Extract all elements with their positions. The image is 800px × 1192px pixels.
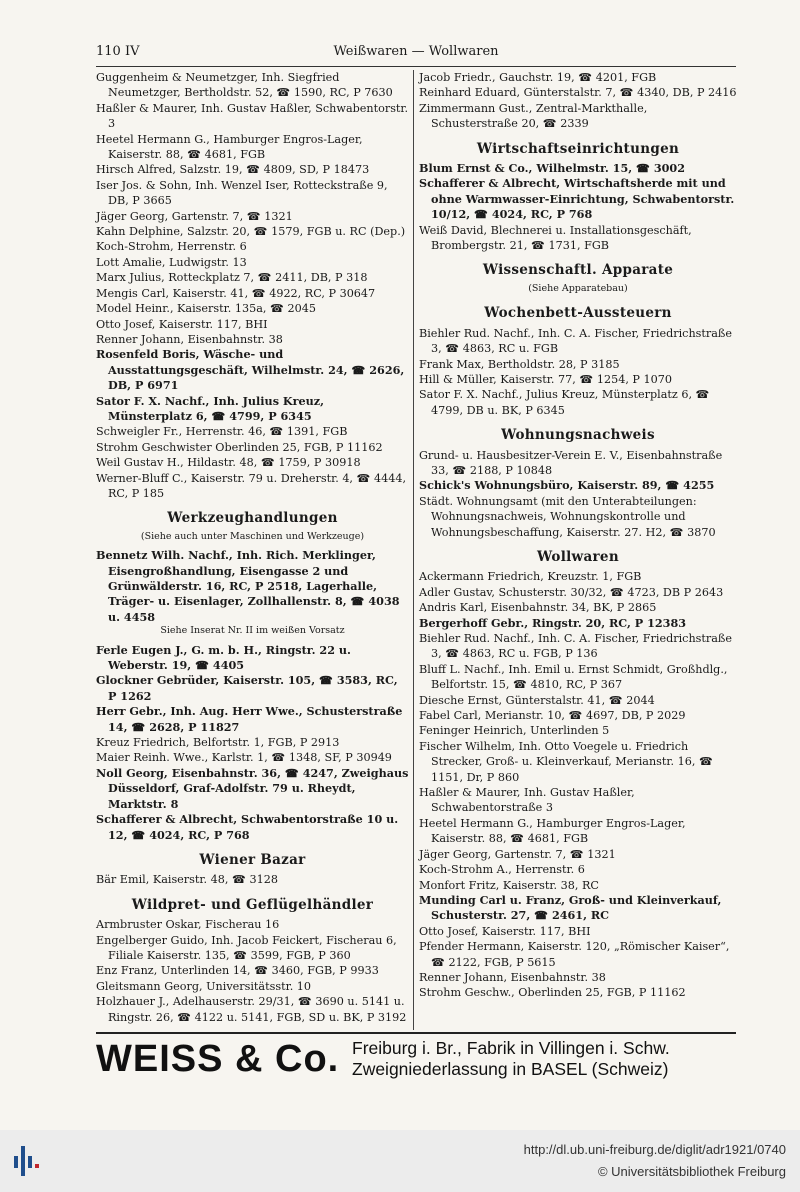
directory-entry: Zimmermann Gust., Zentral-Markthalle, Schusterstraße 20, ☎ 2339 — [419, 101, 648, 131]
directory-entry: Jäger Georg, Gartenstr. 7, ☎ 1321 — [419, 847, 616, 861]
directory-entry: Kreuz Friedrich, Belfortstr. 1, FGB, P 2913 — [96, 736, 340, 750]
directory-entry: Fischer Wilhelm, Inh. Otto Voegele u. Friedrich Strecker, Groß- u. Kleinverkauf, Merianstr. 16, ☎ 1151, Dr, P 860 — [419, 739, 713, 784]
viewer-footer — [0, 1130, 800, 1192]
directory-entry: Otto Josef, Kaiserstr. 117, BHI — [419, 924, 591, 938]
directory-entry: Biehler Rud. Nachf., Inh. C. A. Fischer, Friedrichstraße 3, ☎ 4863, RC u. FGB — [419, 326, 732, 356]
directory-entry: Ackermann Friedrich, Kreuzstr. 1, FGB — [419, 570, 642, 584]
directory-entry: Ferle Eugen J., G. m. b. H., Ringstr. 22 u. Weberstr. 19, ☎ 4405 — [96, 642, 351, 673]
column-divider — [413, 70, 414, 1030]
directory-entry: Mengis Carl, Kaiserstr. 41, ☎ 4922, RC, P 30647 — [96, 286, 376, 300]
directory-entry: Sator F. X. Nachf., Inh. Julius Kreuz, Münsterplatz 6, ☎ 4799, P 6345 — [96, 393, 325, 423]
directory-entry: Holzhauer J., Adelhauserstr. 29/31, ☎ 3690 u. 5141 u. Ringstr. 26, ☎ 4122 u. 5141, FGB, SD u. BK, P 3192 — [96, 995, 407, 1024]
directory-entry: Grund- u. Hausbesitzer-Verein E. V., Eisenbahnstraße 33, ☎ 2188, P 10848 — [419, 448, 723, 477]
directory-entry: Jacob Friedr., Gauchstr. 19, ☎ 4201, FGB — [419, 71, 657, 84]
directory-entry: Engelberger Guido, Inh. Jacob Feickert, Fischerau 6, Filiale Kaiserstr. 135, ☎ 3599, FGB, P 360 — [96, 933, 397, 962]
advertisement-text — [352, 1038, 670, 1080]
advertisement-logo: WEISS & Co. — [96, 1038, 340, 1080]
directory-entry: Andris Karl, Eisenbahnstr. 34, BK, P 2865 — [419, 601, 657, 615]
directory-entry: Noll Georg, Eisenbahnstr. 36, ☎ 4247, Zweighaus Düsseldorf, Graf-Adolfstr. 79 u. Rheydt, Marktstr. 8 — [96, 765, 409, 811]
directory-entry: Otto Josef, Kaiserstr. 117, BHI — [96, 317, 268, 331]
permalink-url[interactable]: http://dl.ub.uni-freiburg.de/diglit/adr1921/0740 — [523, 1142, 786, 1157]
university-logo-icon — [14, 1142, 40, 1176]
directory-entry: Guggenheim & Neumetzger, Inh. Siegfried Neumetzger, Bertholdstr. 52, ☎ 1590, RC, P 7630 — [96, 71, 393, 100]
directory-entry: Renner Johann, Eisenbahnstr. 38 — [96, 332, 283, 346]
directory-entry: Schick's Wohnungsbüro, Kaiserstr. 89, ☎ 4255 — [419, 478, 715, 493]
directory-entry: Weiß David, Blechnerei u. Installationsgeschäft, Brombergstr. 21, ☎ 1731, FGB — [419, 223, 692, 253]
directory-entry: Heetel Hermann G., Hamburger Engros-Lager, Kaiserstr. 88, ☎ 4681, FGB — [96, 132, 363, 162]
advertisement-line-2: Zweigniederlassung in BASEL (Schweiz) — [352, 1059, 669, 1079]
directory-entry: Marx Julius, Rotteckplatz 7, ☎ 2411, DB, P 318 — [96, 271, 368, 285]
section-note: (Siehe Apparatebau) — [528, 282, 628, 294]
directory-entry: Heetel Hermann G., Hamburger Engros-Lager, Kaiserstr. 88, ☎ 4681, FGB — [419, 816, 686, 846]
directory-entry: Strohm Geschw., Oberlinden 25, FGB, P 11162 — [419, 986, 686, 1000]
section-heading: Wochenbett-Aussteuern — [484, 305, 672, 322]
directory-entry: Renner Johann, Eisenbahnstr. 38 — [419, 970, 606, 984]
directory-entry: Monfort Fritz, Kaiserstr. 38, RC — [419, 878, 599, 892]
section-heading: Wildpret- und Geflügelhändler — [131, 896, 374, 913]
directory-entry: Bennetz Wilh. Nachf., Inh. Rich. Merklinger, Eisengroßhandlung, Eisengasse 2 und Grünwälderstr. 16, RC, P 2518, Lagerhalle, Träger- u. Eisenlager, Zollhallenstr. 8, ☎ 4038 u. 4458 — [96, 548, 400, 624]
directory-entry: Kahn Delphine, Salzstr. 20, ☎ 1579, FGB u. RC (Dep.) — [96, 225, 406, 239]
directory-entry: Schweigler Fr., Herrenstr. 46, ☎ 1391, FGB — [96, 425, 348, 439]
directory-entry: Model Heinr., Kaiserstr. 135a, ☎ 2045 — [96, 302, 316, 316]
section-note: (Siehe auch unter Maschinen und Werkzeuge) — [140, 530, 365, 542]
directory-entry: Jäger Georg, Gartenstr. 7, ☎ 1321 — [96, 209, 293, 223]
section-heading: Wohnungsnachweis — [501, 427, 655, 444]
directory-entry: Blum Ernst & Co., Wilhelmstr. 15, ☎ 3002 — [419, 161, 685, 176]
directory-entry: Frank Max, Bertholdstr. 28, P 3185 — [419, 357, 620, 371]
directory-entry: Reinhard Eduard, Günterstalstr. 7, ☎ 4340, DB, P 2416 — [419, 86, 737, 100]
directory-entry: Glockner Gebrüder, Kaiserstr. 105, ☎ 3583, RC, P 1262 — [96, 673, 398, 703]
section-heading: Wirtschaftseinrichtungen — [476, 140, 680, 157]
directory-entry: Pfender Hermann, Kaiserstr. 120, „Römischer Kaiser“, ☎ 2122, FGB, P 5615 — [419, 940, 730, 969]
section-note: Siehe Inserat Nr. II im weißen Vorsatz — [160, 625, 345, 637]
directory-entry: Armbruster Oskar, Fischerau 16 — [96, 918, 280, 932]
page-number: 110 IV — [96, 44, 140, 59]
directory-entry: Koch-Strohm, Herrenstr. 6 — [96, 240, 247, 254]
directory-entry: Adler Gustav, Schusterstr. 30/32, ☎ 4723, DB P 2643 — [419, 585, 724, 599]
advertisement — [96, 1036, 736, 1088]
directory-entry: Herr Gebr., Inh. Aug. Herr Wwe., Schusterstraße 14, ☎ 2628, P 11827 — [96, 704, 403, 734]
directory-entry: Bär Emil, Kaiserstr. 48, ☎ 3128 — [96, 873, 278, 887]
directory-entry: Bluff L. Nachf., Inh. Emil u. Ernst Schmidt, Großhdlg., Belfortstr. 15, ☎ 4810, RC, P 367 — [419, 662, 728, 692]
directory-entry: Enz Franz, Unterlinden 14, ☎ 3460, FGB, P 9933 — [96, 964, 379, 978]
directory-entry: Hill & Müller, Kaiserstr. 77, ☎ 1254, P 1070 — [419, 372, 672, 386]
page-title: Weißwaren — Wollwaren — [333, 44, 499, 59]
directory-entry: Strohm Geschwister Oberlinden 25, FGB, P 11162 — [96, 440, 383, 454]
directory-entry: Weil Gustav H., Hildastr. 48, ☎ 1759, P 30918 — [96, 456, 361, 470]
directory-entry: Feninger Heinrich, Unterlinden 5 — [419, 724, 610, 738]
directory-entry: Diesche Ernst, Günterstalstr. 41, ☎ 2044 — [419, 693, 655, 707]
header-rule — [96, 66, 736, 67]
page-header — [96, 44, 736, 64]
directory-entry: Hirsch Alfred, Salzstr. 19, ☎ 4809, SD, P 18473 — [96, 163, 370, 177]
directory-entry: Munding Carl u. Franz, Groß- und Kleinverkauf, Schusterstr. 27, ☎ 2461, RC — [419, 892, 722, 923]
section-heading: Wiener Bazar — [199, 851, 306, 868]
directory-entry: Lott Amalie, Ludwigstr. 13 — [96, 255, 247, 269]
directory-entry: Schafferer & Albrecht, Wirtschaftsherde mit und ohne Warmwasser-Einrichtung, Schwabentorstr. 10/12, ☎ 4024, RC, P 768 — [419, 176, 735, 222]
directory-entry: Haßler & Maurer, Inh. Gustav Haßler, Schwabentorstraße 3 — [419, 786, 635, 815]
directory-entry: Gleitsmann Georg, Universitätsstr. 10 — [96, 979, 312, 993]
section-heading: Werkzeughandlungen — [167, 510, 338, 527]
advertisement-line-1: Freiburg i. Br., Fabrik in Villingen i. Schw. — [352, 1038, 670, 1058]
advertisement-rule — [96, 1032, 736, 1034]
copyright-notice: © Universitätsbibliothek Freiburg — [597, 1164, 786, 1179]
directory-entry: Bergerhoff Gebr., Ringstr. 20, RC, P 12383 — [419, 615, 687, 630]
directory-entry: Biehler Rud. Nachf., Inh. C. A. Fischer, Friedrichstraße 3, ☎ 4863, RC u. FGB, P 136 — [419, 632, 732, 661]
directory-entry: Iser Jos. & Sohn, Inh. Wenzel Iser, Rotteckstraße 9, DB, P 3665 — [96, 178, 388, 208]
section-heading: Wollwaren — [537, 548, 619, 565]
directory-entry: Werner-Bluff C., Kaiserstr. 79 u. Dreherstr. 4, ☎ 4444, RC, P 185 — [96, 471, 407, 500]
directory-entry: Rosenfeld Boris, Wäsche- und Ausstattungsgeschäft, Wilhelmstr. 24, ☎ 2626, DB, P 6971 — [96, 347, 405, 393]
section-heading: Wissenschaftl. Apparate — [482, 262, 674, 279]
directory-entry: Schafferer & Albrecht, Schwabentorstraße 10 u. 12, ☎ 4024, RC, P 768 — [96, 812, 399, 842]
directory-entry: Fabel Carl, Merianstr. 10, ☎ 4697, DB, P 2029 — [419, 709, 686, 723]
directory-entry: Städt. Wohnungsamt (mit den Unterabteilungen: Wohnungsnachweis, Wohnungskontrolle und Wohnungsbeschaffung, Kaiserstr. 27. H2, ☎ 3870 — [419, 494, 716, 539]
left-column — [96, 70, 409, 1025]
right-column — [419, 70, 737, 1001]
directory-entry: Haßler & Maurer, Inh. Gustav Haßler, Schwabentorstr. 3 — [96, 101, 409, 131]
directory-entry: Sator F. X. Nachf., Julius Kreuz, Münsterplatz 6, ☎ 4799, DB u. BK, P 6345 — [419, 388, 710, 417]
directory-entry: Koch-Strohm A., Herrenstr. 6 — [419, 863, 585, 877]
directory-entry: Maier Reinh. Wwe., Karlstr. 1, ☎ 1348, SF, P 30949 — [96, 751, 392, 765]
